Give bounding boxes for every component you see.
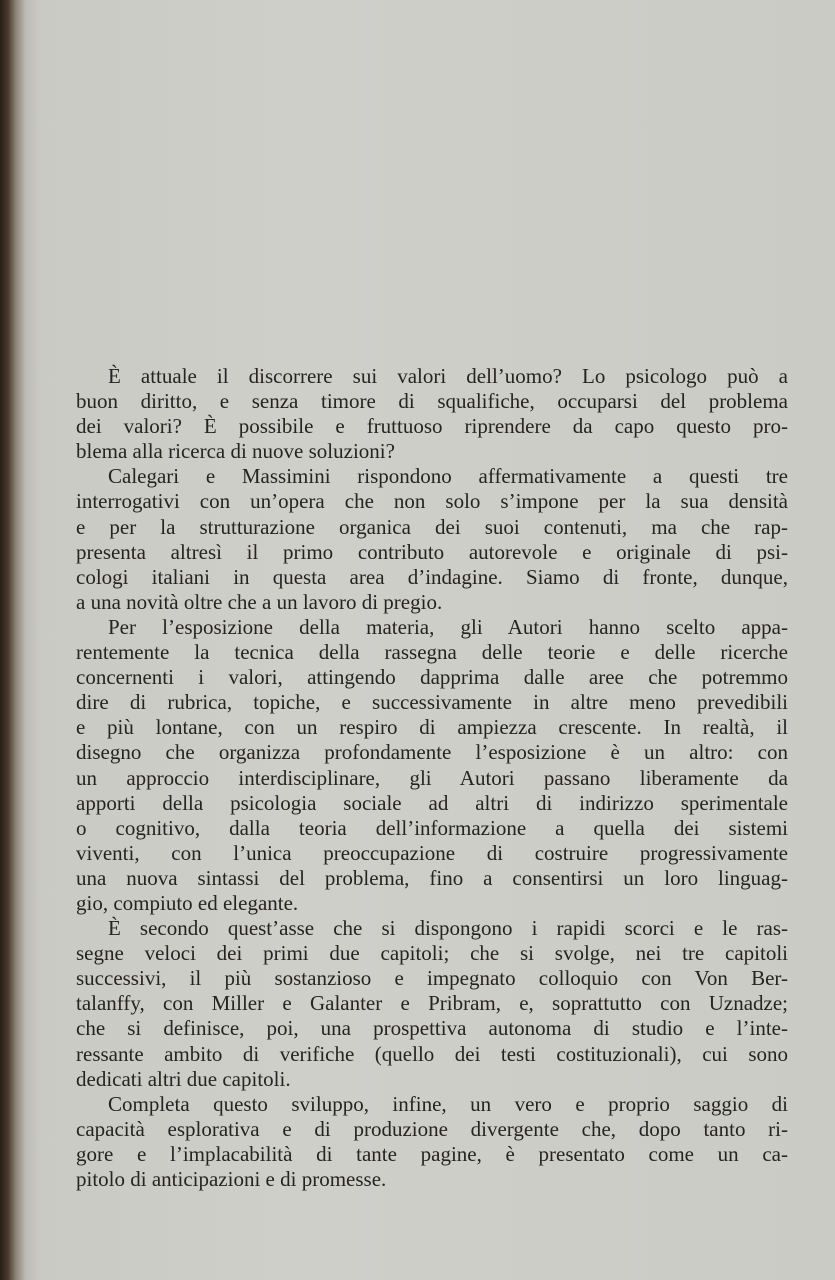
- text-line: capacità esplorativa e di produzione divergente che, dopo tanto ri-: [76, 1116, 788, 1141]
- text-line: o cognitivo, dalla teoria dell’informazione a quella dei sistemi: [76, 815, 788, 840]
- paragraph: [76, 464, 788, 615]
- text-line: È secondo quest’asse che si dispongono i rapidi scorci e le ras-: [108, 916, 788, 941]
- text-line: blema alla ricerca di nuove soluzioni?: [76, 439, 395, 464]
- text-line: concernenti i valori, attingendo dapprima dalle aree che potremmo: [76, 665, 788, 690]
- paragraph: [76, 615, 788, 916]
- text-line: gio, compiuto ed elegante.: [76, 890, 299, 915]
- text-line: viventi, con l’unica preoccupazione di costruire progressivamente: [76, 840, 788, 865]
- text-line: Per l’esposizione della materia, gli Autori hanno scelto appa-: [108, 614, 788, 639]
- text-line: cologi italiani in questa area d’indagine. Siamo di fronte, dunque,: [76, 564, 788, 589]
- text-line: successivi, il più sostanzioso e impegnato colloquio con Von Ber-: [76, 966, 788, 991]
- text-line: Completa questo sviluppo, infine, un vero e proprio saggio di: [108, 1091, 788, 1116]
- paragraph: [76, 1092, 788, 1192]
- text-line: dei valori? È possibile e fruttuoso riprendere da capo questo pro-: [76, 414, 788, 439]
- text-line: un approccio interdisciplinare, gli Autori passano liberamente da: [76, 765, 788, 790]
- text-line: apporti della psicologia sociale ad altri di indirizzo sperimentale: [76, 790, 788, 815]
- text-line: che si definisce, poi, una prospettiva autonoma di studio e l’inte-: [76, 1016, 788, 1041]
- text-line: Calegari e Massimini rispondono affermativamente a questi tre: [108, 464, 788, 489]
- text-line: disegno che organizza profondamente l’esposizione è un altro: con: [76, 740, 788, 765]
- text-line: interrogativi con un’opera che non solo s’impone per la sua densità: [76, 489, 788, 514]
- text-line: È attuale il discorrere sui valori dell’uomo? Lo psicologo può a: [108, 364, 788, 388]
- text-line: ressante ambito di verifiche (quello dei testi costituzionali), cui sono: [76, 1041, 788, 1066]
- text-line: e più lontane, con un respiro di ampiezza crescente. In realtà, il: [76, 715, 788, 740]
- text-line: rentemente la tecnica della rassegna delle teorie e delle ricerche: [76, 640, 788, 665]
- text-line: dedicati altri due capitoli.: [76, 1066, 291, 1091]
- text-line: dire di rubrica, topiche, e successivamente in altre meno prevedibili: [76, 690, 788, 715]
- paragraph: [76, 916, 788, 1092]
- text-line: presenta altresì il primo contributo autorevole e originale di psi-: [76, 539, 788, 564]
- text-line: pitolo di anticipazioni e di promesse.: [76, 1167, 387, 1191]
- text-line: e per la strutturazione organica dei suoi contenuti, ma che rap-: [76, 514, 788, 539]
- text-line: segne veloci dei primi due capitoli; che si svolge, nei tre capitoli: [76, 941, 788, 966]
- book-page-text: [76, 364, 788, 1192]
- text-line: a una novità oltre che a un lavoro di pregio.: [76, 589, 443, 614]
- text-line: gore e l’implacabilità di tante pagine, è presentato come un ca-: [76, 1141, 788, 1166]
- text-line: buon diritto, e senza timore di squalifiche, occuparsi del problema: [76, 389, 788, 414]
- text-line: una nuova sintassi del problema, fino a consentirsi un loro linguag-: [76, 865, 788, 890]
- paragraph: [76, 364, 788, 464]
- text-line: talanffy, con Miller e Galanter e Pribram, e, soprattutto con Uznadze;: [76, 991, 788, 1016]
